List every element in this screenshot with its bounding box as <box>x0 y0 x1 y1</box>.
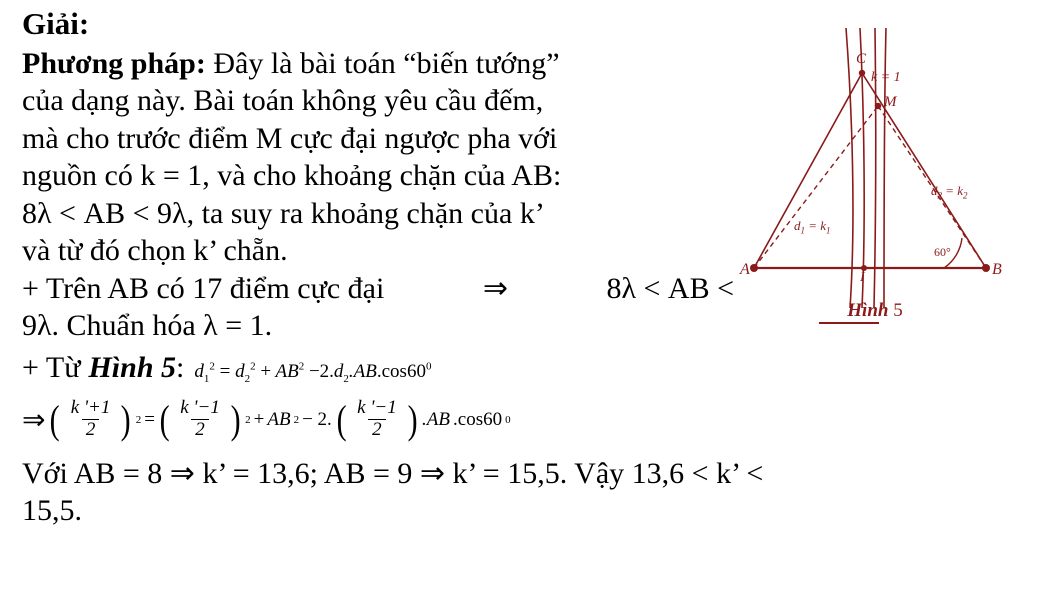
left-paren-3: ( <box>336 396 347 442</box>
point-A <box>750 264 758 272</box>
formula-d1-sub: 1 <box>203 372 210 385</box>
label-C: C <box>856 51 867 67</box>
right-paren-3: ) <box>407 396 418 442</box>
bullet-3-ab: AB <box>267 408 291 430</box>
formula-cos-1: .cos60 <box>376 360 426 382</box>
label-k-equals-1: k = 1 <box>871 70 901 85</box>
figure-hinh-5 <box>734 18 1034 338</box>
conclusion-line-2: 15,5. <box>22 494 82 528</box>
method-line-6: và từ đó chọn k’ chẵn. <box>22 234 288 268</box>
figure-svg <box>734 18 1034 318</box>
bullet-1-arrow: ⇒ <box>482 271 508 305</box>
fraction-1-denominator: 2 <box>82 419 100 441</box>
label-d2-rest-sub: 2 <box>963 190 968 201</box>
label-angle-60: 60° <box>934 245 951 259</box>
figure-caption-text: Hình <box>847 300 889 321</box>
method-lead-label: Phương pháp: <box>22 46 206 80</box>
segment-CB <box>862 73 986 268</box>
label-d2-symbol: d <box>931 183 938 198</box>
right-paren-1: ) <box>121 396 132 442</box>
conclusion-line-1: Với AB = 8 ⇒ k’ = 13,6; AB = 9 ⇒ k’ = 15,5. Vậy 13,6 < k’ < <box>22 456 764 490</box>
fraction-3 <box>353 398 401 441</box>
paren-2-exponent: 2 <box>245 413 251 426</box>
method-line-5: 8λ < AB < 9λ, ta suy ra khoảng chặn của k’ <box>22 196 545 230</box>
label-d1-symbol: d <box>794 218 801 233</box>
label-d2-equals-k2 <box>931 183 968 201</box>
bullet-3-plus: + <box>253 408 265 430</box>
bullet-1-left: + Trên AB có 17 điểm cực đại <box>22 271 385 305</box>
method-line-1-text: Đây là bài toán “biến tướng” <box>213 46 560 80</box>
bullet-3-cos-sup: 0 <box>505 413 511 426</box>
bullet-2-figure-ref: Hình 5 <box>88 350 177 384</box>
bullet-1-line-1 <box>22 270 734 308</box>
fraction-3-denominator: 2 <box>368 419 386 441</box>
label-B: B <box>992 261 1002 278</box>
point-M <box>875 103 881 109</box>
fraction-1-numerator: k '+1 <box>70 397 111 419</box>
bullet-3 <box>22 398 734 441</box>
bullet-2-colon: : <box>176 350 185 384</box>
curve-1 <box>846 28 853 308</box>
fraction-1 <box>67 398 115 441</box>
method-line-1 <box>22 45 734 83</box>
formula-d2-sub: 2 <box>244 372 251 385</box>
bullet-3-arrow: ⇒ <box>22 404 46 436</box>
formula-ab-1: AB <box>275 360 299 382</box>
segment-AC <box>754 73 862 268</box>
label-d2-sub: 2 <box>937 190 942 201</box>
method-line-2: của dạng này. Bài toán không yêu cầu đếm, <box>22 84 544 118</box>
label-d1-rest-sub: 1 <box>826 225 831 236</box>
left-paren-2: ( <box>159 396 170 442</box>
label-I: I <box>860 270 865 285</box>
label-d1-rest: = k <box>805 218 827 233</box>
formula-d1-sup: 2 <box>209 360 215 373</box>
formula-minus-1: − <box>308 360 320 382</box>
formula-d2-sup: 2 <box>250 360 256 373</box>
conclusion-paragraph <box>22 455 764 530</box>
bullet-3-ab-sup: 2 <box>293 413 300 426</box>
formula-dot-ab-1: .AB <box>348 360 377 382</box>
formula-d1-symbol: d <box>194 360 204 382</box>
figure-caption-underline <box>819 322 879 324</box>
formula-d2-symbol: d <box>235 360 245 382</box>
fraction-3-numerator: k '−1 <box>357 397 397 419</box>
fraction-2-denominator: 2 <box>191 419 209 441</box>
label-A: A <box>740 261 750 278</box>
method-line-4: nguồn có k = 1, và cho khoảng chặn của AB: <box>22 159 562 193</box>
formula-plus-1: + <box>260 360 272 382</box>
bullet-1-line-2: 9λ. Chuẩn hóa λ = 1. <box>22 309 273 343</box>
formula-d2b: d <box>333 360 344 382</box>
solution-heading: Giải: <box>22 6 90 41</box>
label-d1-equals-k1 <box>794 218 831 236</box>
solution-text-column <box>22 6 764 530</box>
bullet-3-eq: = <box>144 408 155 430</box>
label-d1-sub: 1 <box>800 225 805 236</box>
fraction-2-numerator: k '−1 <box>180 397 220 419</box>
bullet-3-tail: .AB <box>422 408 451 430</box>
label-M: M <box>884 94 897 110</box>
formula-cos-sup-1: 0 <box>425 360 432 373</box>
left-paren-1: ( <box>50 396 61 442</box>
formula-eq-1: = <box>219 360 231 382</box>
point-B <box>982 264 990 272</box>
figure-caption-number: 5 <box>893 300 903 321</box>
formula-d2b-sub: 2 <box>343 372 349 385</box>
method-paragraph <box>22 45 734 270</box>
bullet-3-minus: − 2. <box>302 408 332 430</box>
bullet-3-cos: .cos60 <box>453 408 503 430</box>
bullet-2 <box>22 349 734 387</box>
right-paren-2: ) <box>230 396 241 442</box>
bullet-1-right: 8λ < AB < <box>606 271 734 305</box>
point-C <box>859 70 865 76</box>
fraction-2 <box>176 398 224 441</box>
formula-d1-equation <box>194 360 431 387</box>
method-line-3: mà cho trước điểm M cực đại ngược pha với <box>22 121 558 155</box>
bullet-2-prefix: + Từ <box>22 350 81 384</box>
figure-caption <box>815 300 935 322</box>
label-d2-rest: = k <box>942 183 964 198</box>
segment-AM-dashed <box>754 106 878 268</box>
formula-two-1: 2. <box>319 360 334 382</box>
paren-1-exponent: 2 <box>135 413 142 426</box>
formula-ab-sup-1: 2 <box>298 360 305 373</box>
bullet-1 <box>22 270 734 345</box>
